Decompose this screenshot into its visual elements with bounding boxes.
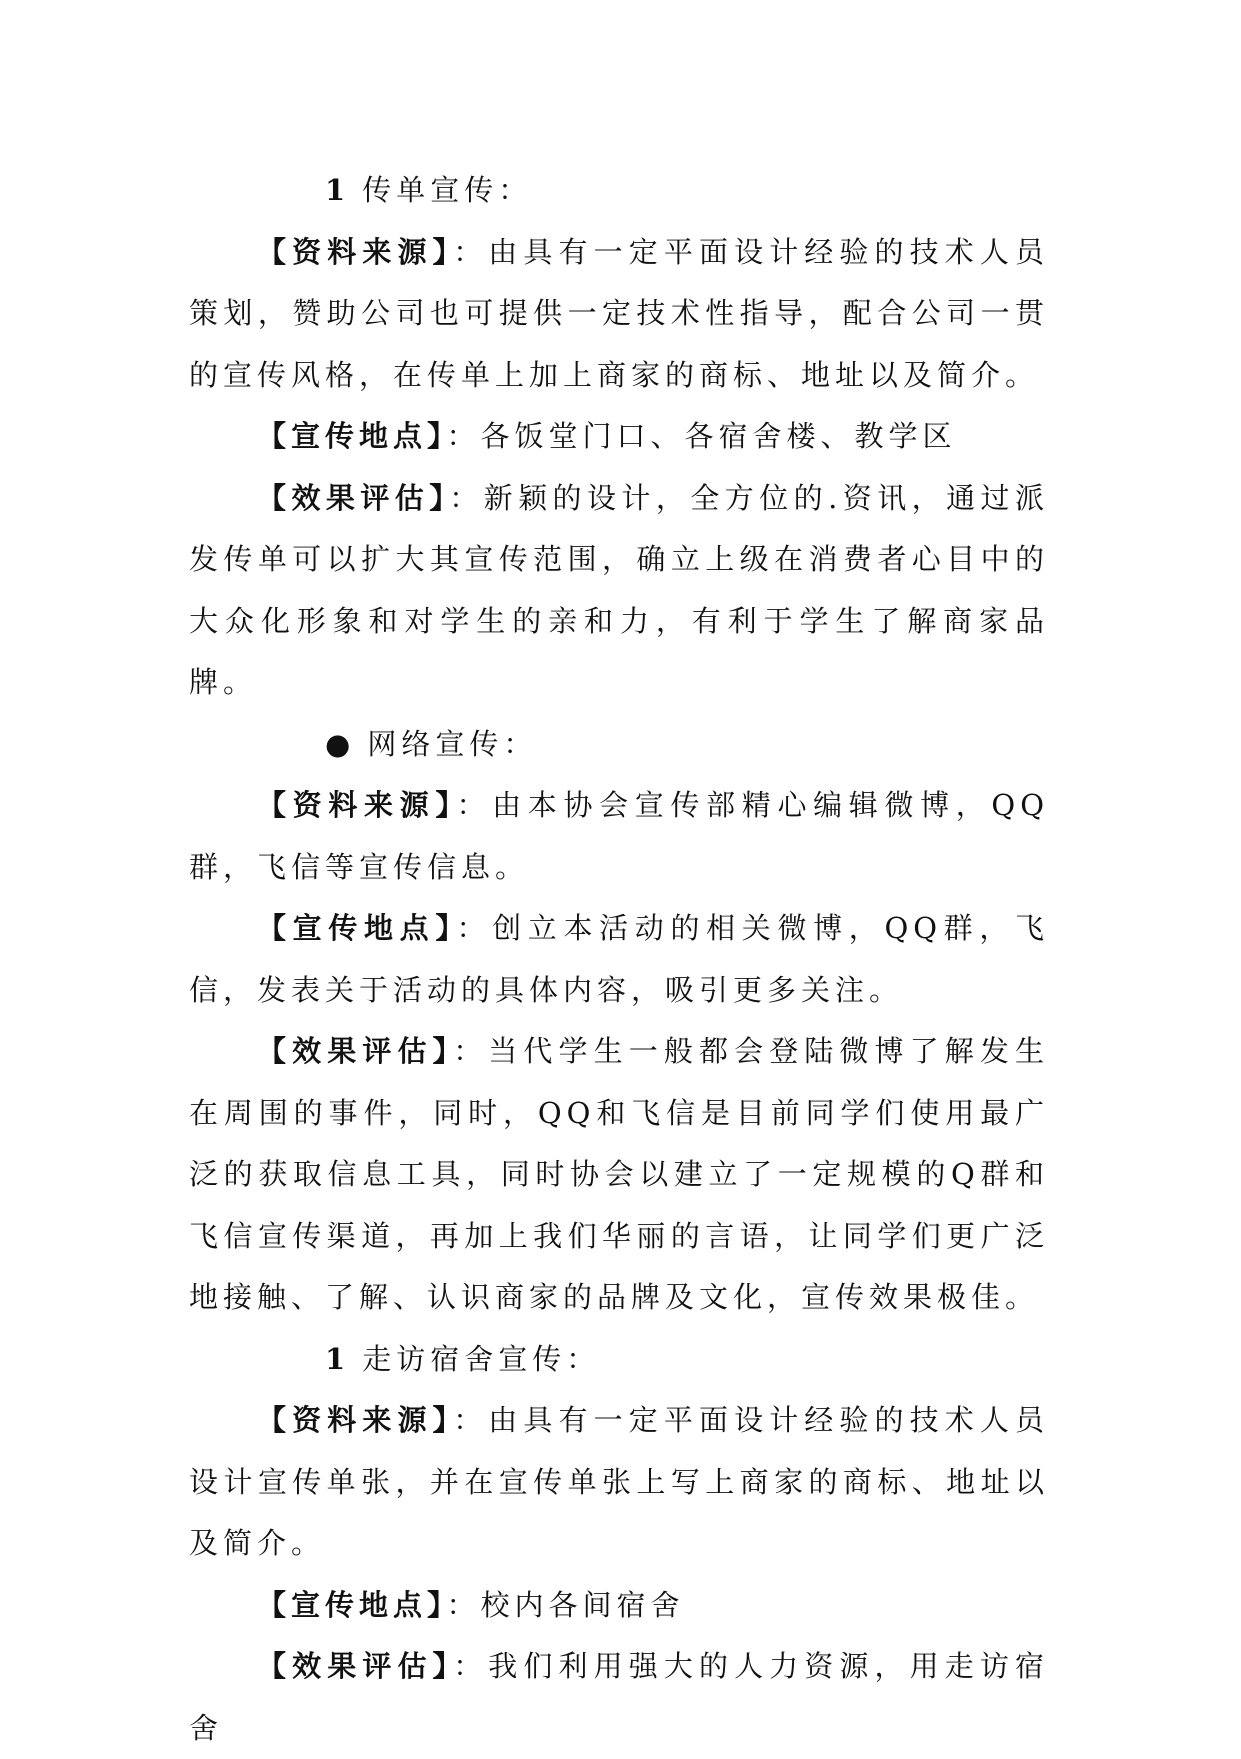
- section-tag: 【资料来源】: [257, 1403, 454, 1437]
- section-tag: 【宣传地点】: [257, 911, 457, 945]
- list-number: 1: [325, 173, 351, 207]
- paragraph: [189, 222, 1049, 407]
- section-tag: 【效果评估】: [257, 1034, 454, 1068]
- paragraph-text: ：当代学生一般都会登陆微博了解发生在周围的事件，同时，QQ和飞信是目前同学们使用最广泛的获取信息工具，同时协会以建立了一定规模的Q群和飞信宣传渠道，再加上我们华丽的言语，让同学们更广泛地接触、了解、认识商家的品牌及文化，宣传效果极佳。: [189, 1034, 1049, 1314]
- heading-text: 传单宣传：: [362, 173, 533, 207]
- section-tag: 【效果评估】: [257, 1649, 454, 1683]
- section-tag: 【资料来源】: [257, 788, 457, 822]
- section-tag: 【宣传地点】: [257, 419, 447, 453]
- section-heading-online: [189, 714, 1049, 776]
- paragraph-text: ：由具有一定平面设计经验的技术人员设计宣传单张，并在宣传单张上写上商家的商标、地址以及简介。: [189, 1403, 1049, 1560]
- section-tag: 【宣传地点】: [257, 1587, 447, 1622]
- paragraph: [189, 775, 1049, 898]
- paragraph-text: ：由具有一定平面设计经验的技术人员策划，赞助公司也可提供一定技术性指导，配合公司一贯的宣传风格，在传单上加上商家的商标、地址以及简介。: [189, 234, 1049, 392]
- paragraph: [189, 1021, 1049, 1329]
- list-number: 1: [325, 1341, 351, 1376]
- bullet-icon: ●: [325, 726, 356, 761]
- paragraph: [189, 406, 1049, 468]
- paragraph-text: ：我们利用强大的人力资源，用走访宿舍: [189, 1649, 1049, 1745]
- heading-text: 网络宣传：: [367, 726, 538, 761]
- section-tag: 【效果评估】: [257, 480, 450, 515]
- section-heading-flyer: [189, 160, 1049, 222]
- paragraph: [189, 1636, 1049, 1759]
- paragraph-text: ：校内各间宿舍: [446, 1587, 685, 1622]
- heading-text: 走访宿舍宣传：: [362, 1341, 601, 1376]
- paragraph: [189, 898, 1049, 1021]
- section-heading-dorm-visit: [189, 1329, 1049, 1391]
- paragraph-text: ：各饭堂门口、各宿舍楼、教学区: [446, 419, 957, 453]
- section-tag: 【资料来源】: [257, 234, 454, 269]
- document-body: [189, 160, 1049, 1759]
- paragraph-text: ：由本协会宣传部精心编辑微博，QQ群，飞信等宣传信息。: [189, 788, 1049, 884]
- paragraph: [189, 1575, 1049, 1637]
- paragraph-text: ：创立本活动的相关微博，QQ群，飞信，发表关于活动的具体内容，吸引更多关注。: [189, 911, 1049, 1007]
- paragraph: [189, 468, 1049, 714]
- paragraph-text: ：新颖的设计，全方位的.资讯，通过派发传单可以扩大其宣传范围，确立上级在消费者心目中的大众化形象和对学生的亲和力，有利于学生了解商家品牌。: [189, 480, 1049, 699]
- paragraph: [189, 1390, 1049, 1575]
